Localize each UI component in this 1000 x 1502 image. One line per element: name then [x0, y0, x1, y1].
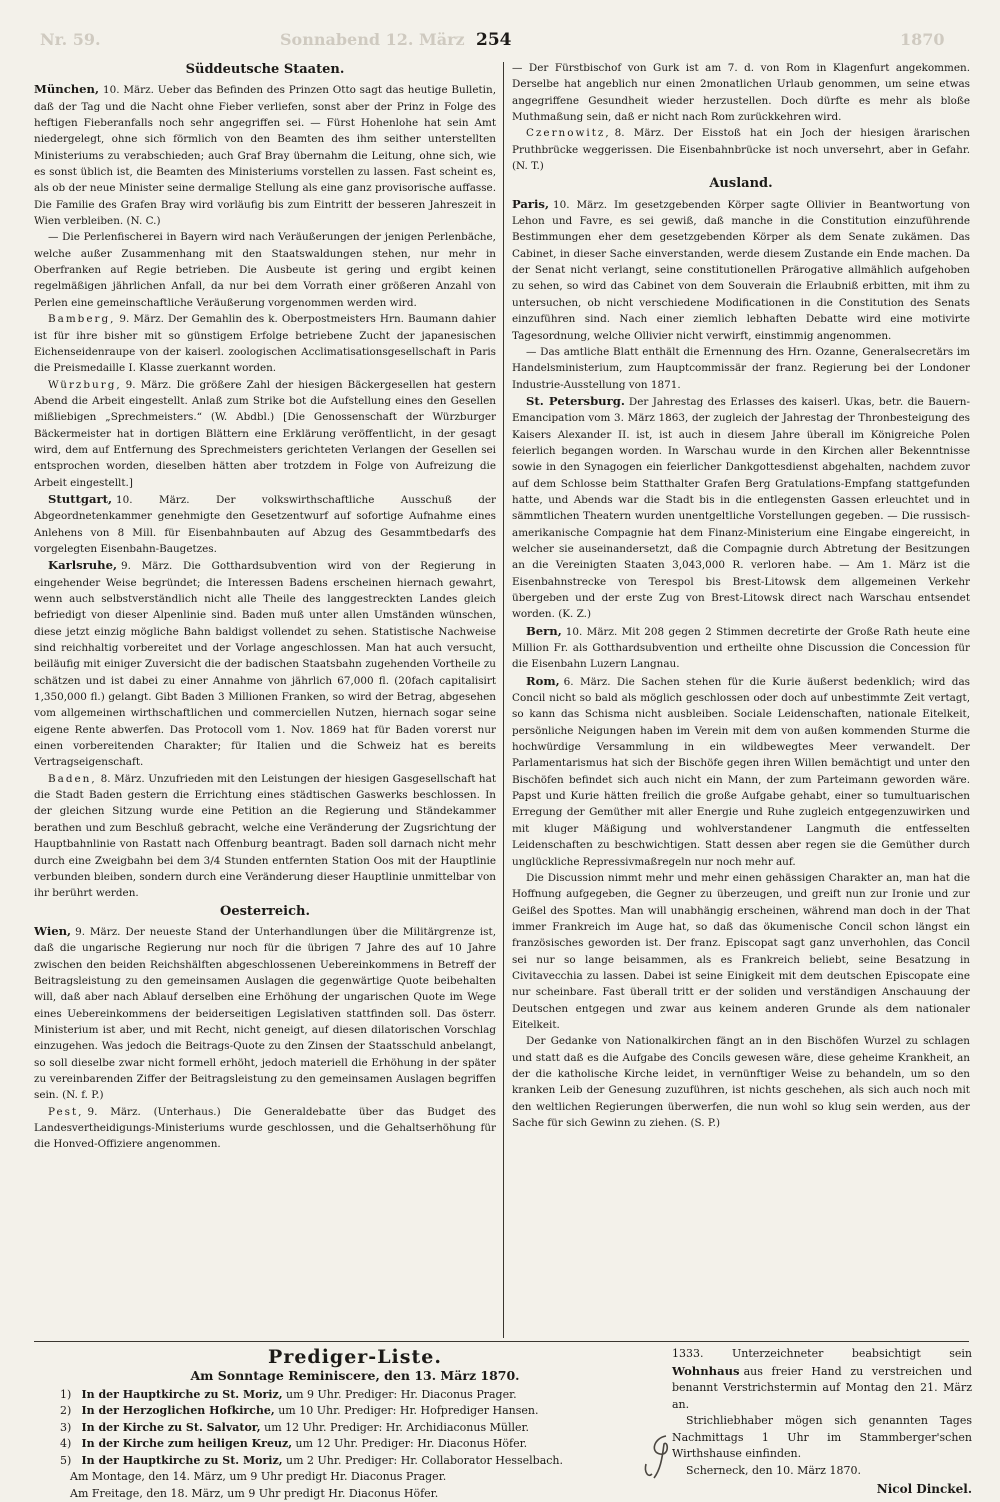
article-muenchen: [34, 81, 496, 229]
article-baden: [34, 771, 496, 902]
article-body: Die Discussion nimmt mehr und mehr einen gehässigen Charakter an, man hat die Hoffnung aufgegeben, die Gegner zu überzeugen, und greift nun zur Ironie und zur Geißel des Spottes. Man will unabhängig erscheinen, während man doch in der That immer Frankreich im Auge hat, so daß das ökumenische Concil schon längst ein französisches geworden ist. Der franz. Episcopat sagt ganz unverhohlen, das Concil sei nur so lange beisammen, als es Frankreich beliebt, seine Besatzung in Civitavecchia zu lassen. Dabei ist seine Einigkeit mit dem deutschen Episcopate eine nur scheinbare. Fast überall tritt er der soliden und verständigen Anschauung der Deutschen entgegen und zwar aus keinem anderen Grunde als dem nationaler Eitelkeit.: [512, 872, 970, 1031]
ad-signature: Nicol Dinckel.: [672, 1481, 972, 1498]
row-time: um 10 Uhr.: [278, 1404, 340, 1417]
row-church: In der Kirche zum heiligen Kreuz,: [82, 1437, 293, 1450]
row-preacher: Prediger: Hr. Archidiaconus Müller.: [330, 1421, 529, 1434]
article-wuerzburg: [34, 377, 496, 491]
article-place: Rom,: [526, 674, 560, 688]
article-rom-discussion: [512, 870, 970, 1033]
row-time: um 12 Uhr.: [296, 1437, 358, 1450]
row-number: 2): [60, 1403, 78, 1420]
article-gurk: [512, 60, 970, 125]
article-place: Paris,: [512, 197, 549, 211]
ad-text: Unterzeichneter beabsichtigt sein: [732, 1347, 972, 1360]
article-body: — Das amtliche Blatt enthält die Ernennung des Hrn. Ozanne, Generalsecretärs im Handelsministerium, zum Hauptcommissär der franz. Regierung bei der Londoner Industrie-Ausstellung von 1871.: [512, 346, 970, 391]
row-preacher: Prediger: Hr. Diaconus Prager.: [345, 1388, 517, 1401]
right-column: [512, 60, 970, 1338]
row-number: 4): [60, 1436, 78, 1453]
article-body: 10. März. Mit 208 gegen 2 Stimmen decretirte der Große Rath heute eine Million Fr. als Gotthardsubvention und ertheilte ohne Discussion die Concession für die Eisenbahn Luzern Langnau.: [512, 626, 970, 671]
article-ozanne: [512, 344, 970, 393]
page-header: [0, 30, 1000, 58]
article-body: — Die Perlenfischerei in Bayern wird nach Veräußerungen der jenigen Perlenbäche, welche außer Zusammenhang mit den Staatswaldungen stehen, nur mehr in Oberfranken auf Regie betrieben. Die Ausbeute ist gering und ergibt keinen regelmäßigen jährlichen Anfall, da nur bei dem Vorrath einer größeren Anzahl von Perlen eine gemeinschaftliche Veräußerung vorgenommen werden wird.: [34, 231, 496, 308]
article-place: St. Petersburg.: [526, 394, 625, 408]
row-number: 5): [60, 1453, 78, 1470]
article-body: 9. März. Der neueste Stand der Unterhandlungen über die Militärgrenze ist, daß die ungarische Regierung nur noch für die übrigen 7 Jahre des auf 10 Jahre zwischen den beiden Reichshälften abgeschlossenen Uebereinkommens in Betreff der Beitragsleistung zu den gemeinsamen Auslagen die gegenwärtige Quote beibehalten will, daß aber nach Ablauf derselben eine Erhöhung der ungarischen Quote im Wege eines Uebereinkommens der beiderseitigen Legislativen stattfinden soll. Das österr. Ministerium ist aber, und mit Recht, nicht geneigt, auf diesen dilatorischen Vorschlag einzugehen. Was jedoch die Beitrags-Quote zu den Zinsen der Staatsschuld anbelangt, so soll dieselbe zwar nicht formell erhöht, jedoch materiell die Erhöhung in der später zu vereinbarenden Ziffer der Beitragsleistung zu den gemeinsamen Auslagen begriffen sein. (N. f. P.): [34, 926, 496, 1101]
article-body: 10. März. Im gesetzgebenden Körper sagte Ollivier in Beantwortung von Lehon und Favre, es sei gewiß, daß manche in die Constitution einzuführende Bestimmungen eher dem gesetzgebenden Körper als dem Senate zukämen. Das Cabinet, in dieser Sache einverstanden, werde diesem Zustande ein Ende machen. Da der Senat nicht verlangt, seine constitutionellen Prärogative allmählich aufgehoben zu sehen, so wird das Cabinet von dem Souverain die Erlaubniß erbitten, mit ihm zu untersuchen, ob nicht verschiedene Modificationen in die Constitution des Senats einzuführen sind. Nach einer ziemlich lebhaften Debatte wird eine motivirte Tagesordnung, welche Ollivier nicht verwirft, einstimmig angenommen.: [512, 199, 970, 342]
row-church: In der Kirche zu St. Salvator,: [82, 1421, 261, 1434]
article-bern: [512, 623, 970, 673]
faint-header-left: Nr. 59.: [40, 30, 101, 49]
article-place: München,: [34, 82, 99, 96]
article-place: Würzburg,: [48, 379, 122, 391]
row-time: um 12 Uhr.: [264, 1421, 326, 1434]
prediger-note-friday: Am Freitage, den 18. März, um 9 Uhr predigt Hr. Diaconus Höfer.: [60, 1486, 650, 1502]
article-body: 9. März. Die Gotthardsubvention wird von der Regierung in eingehender Weise begründet; die Interessen Badens erscheinen hiernach gewahrt, wenn auch selbstverständlich nicht alle Theile des langgestreckten Landes gleich befriedigt von dieser Alpenlinie sind. Baden muß unter allen Umständen wünschen, diese jetzt einzig mögliche Bahn baldigst vollendet zu sehen. Statistische Nachweise sind reichhaltig vorbereitet und der Vorlage angeschlossen. Man hat auch versucht, beiläufig mit einiger Zuversicht die der badischen Staatsbahn zugehenden Vortheile zu schätzen und ist dabei zu einer Annahme von jährlich 67,000 fl. (20fach capitalisirt 1,350,000 fl.) gelangt. Gibt Baden 3 Millionen Franken, so wird der Betrag, abgesehen vom allgemeinen wirthschaftlichen und commerciellen Nutzen, hiernach sogar seine eigene Rente abwerfen. Das Protocoll vom 1. Nov. 1869 hat für Baden vorerst nur einen vorbereitenden Charakter; für Italien und die Schweiz hat es bereits Vertragseigenschaft.: [34, 560, 496, 768]
article-body: 9. März. Die größere Zahl der hiesigen Bäckergesellen hat gestern Abend die Arbeit eingestellt. Anlaß zum Strike bot die Aufstellung eines den Gesellen mißliebigen „Sprechmeisters.“ (W. Abdbl.) [Die Genossenschaft der Würzburger Bäckermeister hat in dortigen Blättern eine Erklärung veröffentlicht, in der gesagt wird, dem auf Entfernung des Sprechmeisters gerichteten Verlangen der Gesellen sei entsprochen worden, dieselben hätten aber trotzdem in Folge von Aufreizung die Arbeit eingestellt.]: [34, 379, 496, 489]
prediger-subtitle: Am Sonntage Reminiscere, den 13. März 1870.: [60, 1368, 650, 1385]
article-body: 6. März. Die Sachen stehen für die Kurie äußerst bedenklich; wird das Concil nicht so bald als möglich geschlossen oder doch auf unbestimmte Zeit vertagt, so kann das Schisma nicht ausbleiben. Sociale Leidenschaften, nationale Eitelkeit, persönliche Neigungen haben im Verein mit dem von außen kommenden Sturme die hochwürdige Versammlung in ein wildbewegtes Meer verwandelt. Der Parlamentarismus hat sich der Bischöfe gegen ihren Willen bemächtigt und unter den Bischöfen befindet sich auch nicht ein Mann, der zum Parteimann geworden wäre. Papst und Kurie hätten freilich die große Aufgabe gehabt, einer so tumultuarischen Erregung der Gemüther mit aller Energie und Ruhe zugleich entgegenzuwirken und mit kluger Mäßigung und wohlverstandener Langmuth die entfesselten Leidenschaften zu beschwichtigen. Statt dessen aber regen sie die Gemüther durch unglückliche Repressivmaßregeln nur noch mehr auf.: [512, 676, 970, 868]
prediger-note-monday: Am Montage, den 14. März, um 9 Uhr predigt Hr. Diaconus Prager.: [60, 1469, 650, 1486]
row-time: um 2 Uhr.: [286, 1454, 341, 1467]
prediger-row: [60, 1436, 650, 1453]
article-paris: [512, 196, 970, 344]
pencil-scribble-mark: [636, 1430, 686, 1482]
article-place: Wien,: [34, 924, 71, 938]
faint-header-middle: Sonnabend 12. März: [280, 30, 465, 49]
row-preacher: Prediger: Hr. Diaconus Höfer.: [361, 1437, 527, 1450]
left-column: [34, 60, 496, 1338]
section-heading-sueddeutsche: Süddeutsche Staaten.: [34, 62, 496, 78]
ad-dateline: Scherneck, den 10. März 1870.: [672, 1463, 972, 1480]
prediger-row: [60, 1403, 650, 1420]
article-st-petersburg: [512, 393, 970, 623]
article-wien: [34, 923, 496, 1104]
article-pest: [34, 1104, 496, 1153]
advertisement-wohnhaus: [672, 1346, 972, 1498]
article-body: 8. März. Unzufrieden mit den Leistungen der hiesigen Gasgesellschaft hat die Stadt Baden gestern die Errichtung eines städtischen Gaswerks beschlossen. In der gleichen Sitzung wurde eine Petition an die Regierung und Ständekammer berathen und zum Beschluß gebracht, welche eine Veränderung der Zugsrichtung der Hauptbahnlinie von Rastatt nach Offenburg beantragt. Baden soll darnach nicht mehr durch eine Zweigbahn bei dem 3/4 Stunden entfernten Station Oos mit der Hauptlinie verbunden bleiben, sondern durch eine Veränderung dieser Hauptlinie unmittelbar von ihr berührt werden.: [34, 773, 496, 899]
row-church: In der Herzoglichen Hofkirche,: [82, 1404, 275, 1417]
article-rom: [512, 673, 970, 870]
row-preacher: Prediger: Hr. Collaborator Hesselbach.: [345, 1454, 563, 1467]
section-heading-oesterreich: Oesterreich.: [34, 904, 496, 920]
ad-keyword: Wohnhaus: [672, 1364, 740, 1378]
ad-number: 1333.: [672, 1347, 704, 1360]
row-time: um 9 Uhr.: [286, 1388, 341, 1401]
faint-header-right: 1870: [900, 30, 945, 49]
article-stuttgart: [34, 491, 496, 557]
article-place: Bamberg,: [48, 313, 115, 325]
article-body: 10. März. Der volkswirthschaftliche Ausschuß der Abgeordnetenkammer genehmigte den Gesetzentwurf auf sofortige Aufnahme eines Anlehens von 8 Mill. für Eisenbahnbauten auf Abzug des Gesammtbedarfs des vorgelegten Eisenbahn-Baugetzes.: [34, 494, 496, 555]
article-rom-nationalkirchen: [512, 1033, 970, 1131]
page-number: 254: [476, 30, 512, 50]
article-karlsruhe: [34, 557, 496, 770]
article-place: Pest,: [48, 1106, 83, 1118]
prediger-row: [60, 1387, 650, 1404]
prediger-liste: [60, 1346, 650, 1502]
article-place: Karlsruhe,: [48, 558, 117, 572]
article-body: Der Gedanke von Nationalkirchen fängt an in den Bischöfen Wurzel zu schlagen und statt daß es die Aufgabe des Concils gewesen wäre, diese geheime Krankheit, an der die katholische Kirche leidet, in vernünftiger Weise zu behandeln, um so den kranken Leib der Genesung zuzuführen, ist nichts geschehen, als sich auch noch mit den weltlichen Regierungen überwerfen, die nun wohl so klug sein werden, aus der Sache für sich Gewinn zu ziehen. (S. P.): [512, 1035, 970, 1129]
article-body: 10. März. Ueber das Befinden des Prinzen Otto sagt das heutige Bulletin, daß der Tag und die Nacht ohne Fieber verliefen, sonst aber der Prinz in Folge des heftigen Fieberanfalls noch sehr angegriffen sei. — Fürst Hohenlohe hat sein Amt niedergelegt, ohne sich förmlich von den Beamten des ihm seither unterstellten Ministeriums zu verabschieden; auch Graf Bray übernahm die Leitung, ohne sich, wie es sonst üblich ist, die Beamten des Ministeriums vorstellen zu lassen. Fast scheint es, als ob der neue Minister seine dermalige Stellung als eine ganz provisorische auffasse. Die Familie des Grafen Bray wird vorläufig bis zum Eintritt der besseren Jahreszeit in Wien verbleiben. (N. C.): [34, 84, 496, 227]
article-place: Baden,: [48, 773, 97, 785]
article-body: — Der Fürstbischof von Gurk ist am 7. d. von Rom in Klagenfurt angekommen. Derselbe hat angeblich nur einen 2monatlichen Urlaub genommen, um seine etwas angegriffene Gesundheit wieder herzustellen. Doch dürfte es mehr als bloße Muthmaßung sein, daß er nicht nach Rom zurückkehren wird.: [512, 62, 970, 123]
article-czernowitz: [512, 125, 970, 174]
article-place: Bern,: [526, 624, 562, 638]
row-church: In der Hauptkirche zu St. Moriz,: [82, 1388, 283, 1401]
prediger-title: Prediger-Liste.: [60, 1346, 650, 1368]
article-body: 9. März. Der Gemahlin des k. Oberpostmeisters Hrn. Baumann dahier ist für ihre bisher mit so günstigem Erfolge betriebene Zucht der japanesischen Eichenseidenraupe von der kaiserl. zoologischen Acclimatisationsgesellschaft in Paris die Preismedaille I. Klasse zuerkannt worden.: [34, 313, 496, 374]
ad-text: aus freier Hand zu verstreichen und benannt Verstrichstermin auf Montag den 21. März an.: [672, 1365, 972, 1411]
article-perlenfischerei: [34, 229, 496, 311]
section-divider: [34, 1341, 969, 1342]
row-number: 1): [60, 1387, 78, 1404]
column-divider: [503, 62, 504, 1338]
row-church: In der Hauptkirche zu St. Moriz,: [82, 1454, 283, 1467]
ad-invitation: Strichliebhaber mögen sich genannten Tages Nachmittags 1 Uhr im Stammberger'schen Wirthshause einfinden.: [672, 1413, 972, 1463]
prediger-row: [60, 1453, 650, 1470]
prediger-row: [60, 1420, 650, 1437]
article-place: Stuttgart,: [48, 492, 112, 506]
row-preacher: Prediger: Hr. Hofprediger Hansen.: [344, 1404, 538, 1417]
section-heading-ausland: Ausland.: [512, 176, 970, 192]
article-body: 8. März. Der Eisstoß hat ein Joch der hiesigen ärarischen Pruthbrücke weggerissen. Die Eisenbahnbrücke ist noch unversehrt, aber in Gefahr. (N. T.): [512, 127, 970, 172]
article-body: Der Jahrestag des Erlasses des kaiserl. Ukas, betr. die Bauern-Emancipation vom 3. März 1863, der zugleich der Jahrestag der Thronbesteigung des Kaisers Alexander II. ist, ist auch in diesem Jahre überall im Königreiche Polen feierlich begangen worden. In Warschau wurde in den Kirchen aller Bekenntnisse sowie in den Synagogen ein feierlicher Dankgottesdienst abgehalten, nachdem zuvor auf dem Schlosse beim Statthalter Grafen Berg Gratulations-Empfang stattgefunden hatte, und Abends war die Stadt bis in die entlegensten Gassen erleuchtet und in sämmtlichen Theatern wurden unentgeltliche Vorstellungen gegeben. — Die russisch-amerikanische Compagnie hat dem Finanz-Ministerium eine Eingabe eingereicht, in welcher sie auseinandersetzt, daß die Compagnie durch Abtretung der Besitzungen an die Vereinigten Staaten 3,043,000 R. verloren habe. — Am 1. März ist die Eisenbahnstrecke von Terespol bis Brest-Litowsk dem allgemeinen Verkehr übergeben und der erste Zug von Brest-Litowsk direct nach Warschau entsendet worden. (K. Z.): [512, 396, 970, 620]
ad-body: [672, 1346, 972, 1413]
article-body: 9. März. (Unterhaus.) Die Generaldebatte über das Budget des Landesvertheidigungs-Ministeriums wurde geschlossen, und die Gehaltserhöhung für die Honved-Offiziere angenommen.: [34, 1106, 496, 1151]
row-number: 3): [60, 1420, 78, 1437]
article-place: Czernowitz,: [526, 127, 611, 139]
article-bamberg: [34, 311, 496, 376]
